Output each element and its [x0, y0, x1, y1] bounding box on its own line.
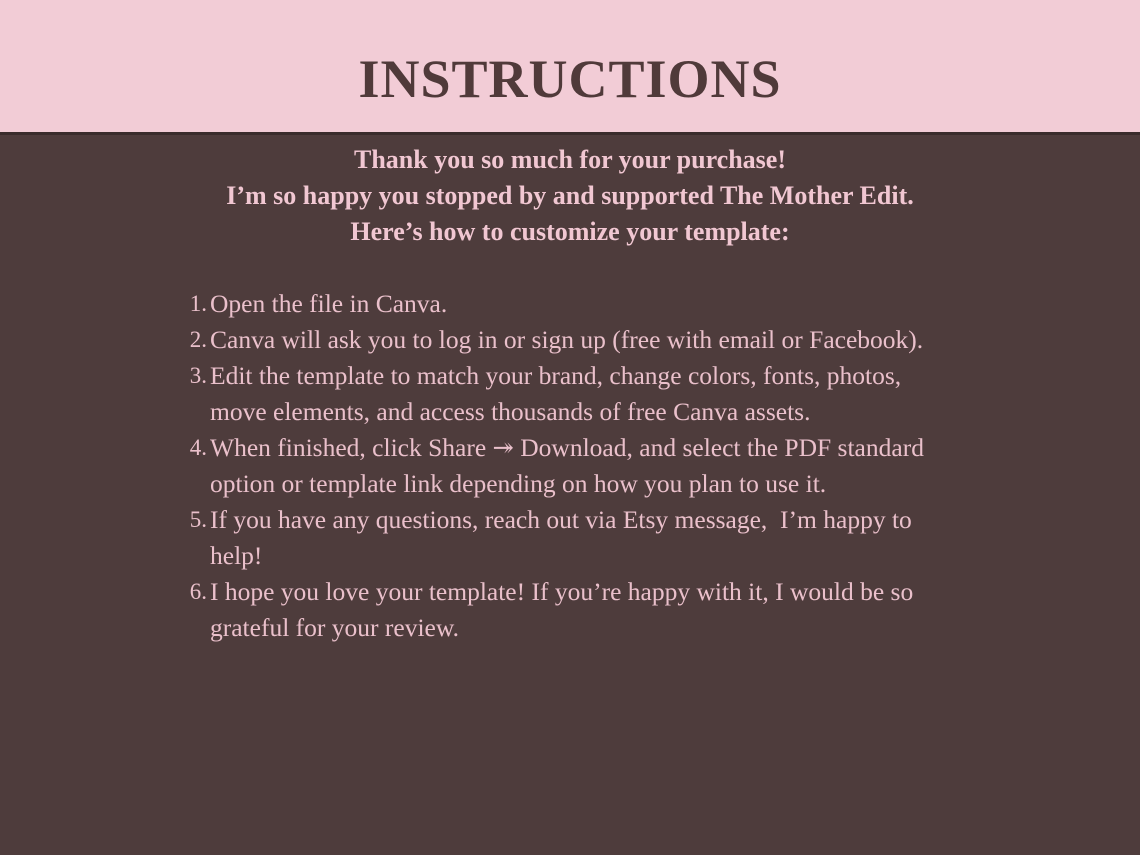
list-item [184, 574, 1140, 646]
list-item-text: Canva will ask you to log in or sign up (free with email or Facebook). [210, 325, 924, 354]
page-title: INSTRUCTIONS [358, 49, 782, 109]
list-item-text: When finished, click Share ↠ Download, and select the PDF standard option or template link depending on how you plan to use it. [210, 433, 931, 498]
list-item [184, 286, 1140, 322]
list-item-text: If you have any questions, reach out via Etsy message, I’m happy to help! [210, 505, 919, 570]
list-item-number: 2. [189, 327, 207, 352]
list-item-number: 3. [189, 363, 207, 388]
header-band [0, 0, 1140, 135]
list-item-number: 1. [189, 291, 207, 316]
list-item-number: 6. [189, 579, 207, 604]
list-item-number: 4. [189, 435, 207, 460]
intro-text [0, 142, 1140, 250]
list-item [184, 358, 1140, 430]
body-area [0, 142, 1140, 646]
list-item [184, 502, 1140, 574]
list-item-text: Edit the template to match your brand, change colors, fonts, photos, move elements, and access thousands of free Canva assets. [210, 361, 908, 426]
intro-line: I’m so happy you stopped by and supported The Mother Edit. [226, 181, 914, 210]
list-item-text: I hope you love your template! If you’re happy with it, I would be so grateful for your review. [210, 577, 920, 642]
intro-line: Thank you so much for your purchase! [354, 145, 786, 174]
steps-list [184, 286, 1140, 646]
list-item-text: Open the file in Canva. [210, 289, 448, 318]
list-item [184, 430, 1140, 502]
list-item [184, 322, 1140, 358]
intro-line: Here’s how to customize your template: [350, 217, 790, 246]
list-item-number: 5. [189, 507, 207, 532]
